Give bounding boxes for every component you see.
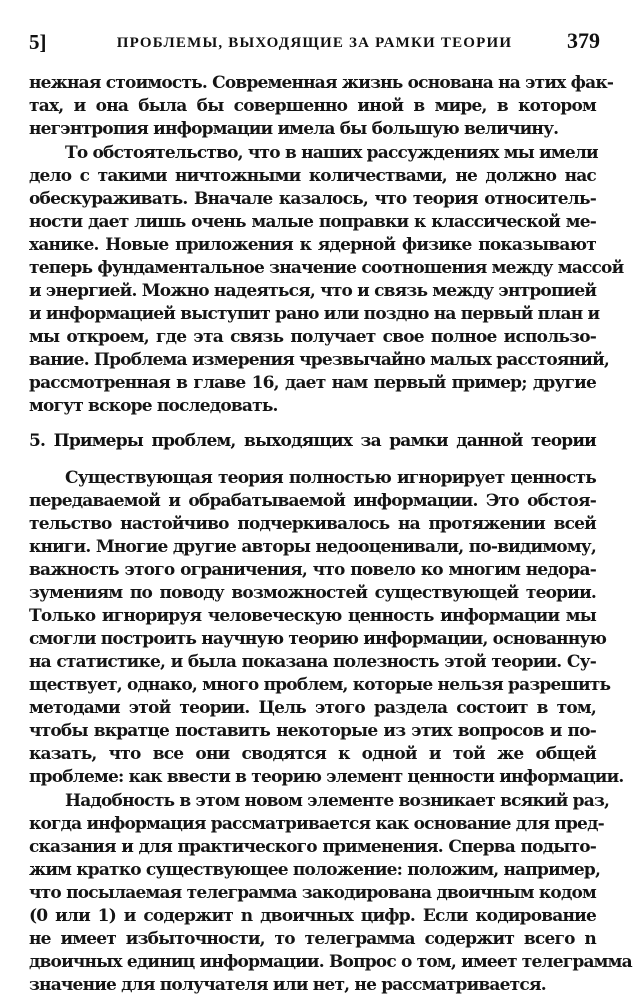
text-line: что посылаемая телеграмма закодирована двоичным кодом [29,883,596,903]
paragraph-continuation [29,72,614,141]
text-line: зумениям по поводу возможностей существующей теории. [29,583,596,603]
text-line: когда информация рассматривается как основание для пред- [29,814,604,834]
text-line: значение для получателя или нет, не рассматривается. [29,975,546,995]
text-line: могут вскоре последовать. [29,396,278,416]
text-line: (0 или 1) и содержит n двоичных цифр. Если кодирование [29,906,596,926]
text-line: смогли построить научную теорию информации, основанную [29,629,607,649]
text-line: проблеме: как ввести в теорию элемент ценности информации. [29,767,624,787]
text-line: тах, и она была бы совершенно иной в мире, в котором [29,96,596,116]
section-heading: 5. Примеры проблем, выходящих за рамки данной теории [29,431,596,451]
text-line: То обстоятельство, что в наших рассуждениях мы имели [65,143,598,163]
text-line: тельство настойчиво подчеркивалось на протяжении всей [29,514,596,534]
text-line: методами этой теории. Цель этого раздела состоит в том, [29,698,596,718]
text-line: передаваемой и обрабатываемой информации. Это обстоя- [29,491,596,511]
text-line: ществует, однако, много проблем, которые нельзя разрешить [29,675,611,695]
text-line: сказания и для практического применения. Сперва подыто- [29,837,596,857]
text-line: теперь фундаментальное значение соотношения между массой [29,258,624,278]
text-line: не имеет избыточности, то телеграмма содержит всего n [29,929,596,949]
paragraph-relativity [29,142,624,418]
paragraph-new-element [29,790,632,997]
text-line: двоичных единиц информации. Вопрос о том, имеет телеграмма [29,952,632,972]
running-title: ПРОБЛЕМЫ, ВЫХОДЯЩИЕ ЗА РАМКИ ТЕОРИИ [116,35,513,51]
text-line: ности дает лишь очень малые поправки к классической ме- [29,212,596,232]
text-line: и информацией выступит рано или поздно на первый план и [29,304,600,324]
text-line: жим кратко существующее положение: положим, например, [29,860,601,880]
text-line: обескураживать. Вначале казалось, что теория относитель- [29,189,596,209]
running-header [29,27,600,61]
text-line: на статистике, и была показана полезность этой теории. Су- [29,652,596,672]
text-line: ханике. Новые приложения к ядерной физике показывают [29,235,596,255]
text-line: книги. Многие другие авторы недооценивали, по-видимому, [29,537,596,557]
text-line: чтобы вкратце поставить некоторые из этих вопросов и по- [29,721,596,741]
text-line: Только игнорируя человеческую ценность информации мы [29,606,596,626]
text-line: казать, что все они сводятся к одной и той же общей [29,744,596,764]
text-line: мы откроем, где эта связь получает свое полное использо- [29,327,596,347]
text-line: нежная стоимость. Современная жизнь основана на этих фак- [29,73,614,93]
page-number: 379 [567,28,600,53]
text-line: вание. Проблема измерения чрезвычайно малых расстояний, [29,350,610,370]
text-line: негэнтропия информации имела бы большую величину. [29,119,559,139]
chapter-marker: 5] [29,30,47,54]
text-line: Надобность в этом новом элементе возникает всякий раз, [65,791,610,811]
text-line: дело с такими ничтожными количествами, не должно нас [29,166,596,186]
text-line: важность этого ограничения, что повело ко многим недора- [29,560,596,580]
paragraph-existing-theory [29,467,624,789]
text-line: Существующая теория полностью игнорирует ценность [65,468,596,488]
text-line: рассмотренная в главе 16, дает нам первый пример; другие [29,373,596,393]
text-line: и энергией. Можно надеяться, что и связь между энтропией [29,281,597,301]
